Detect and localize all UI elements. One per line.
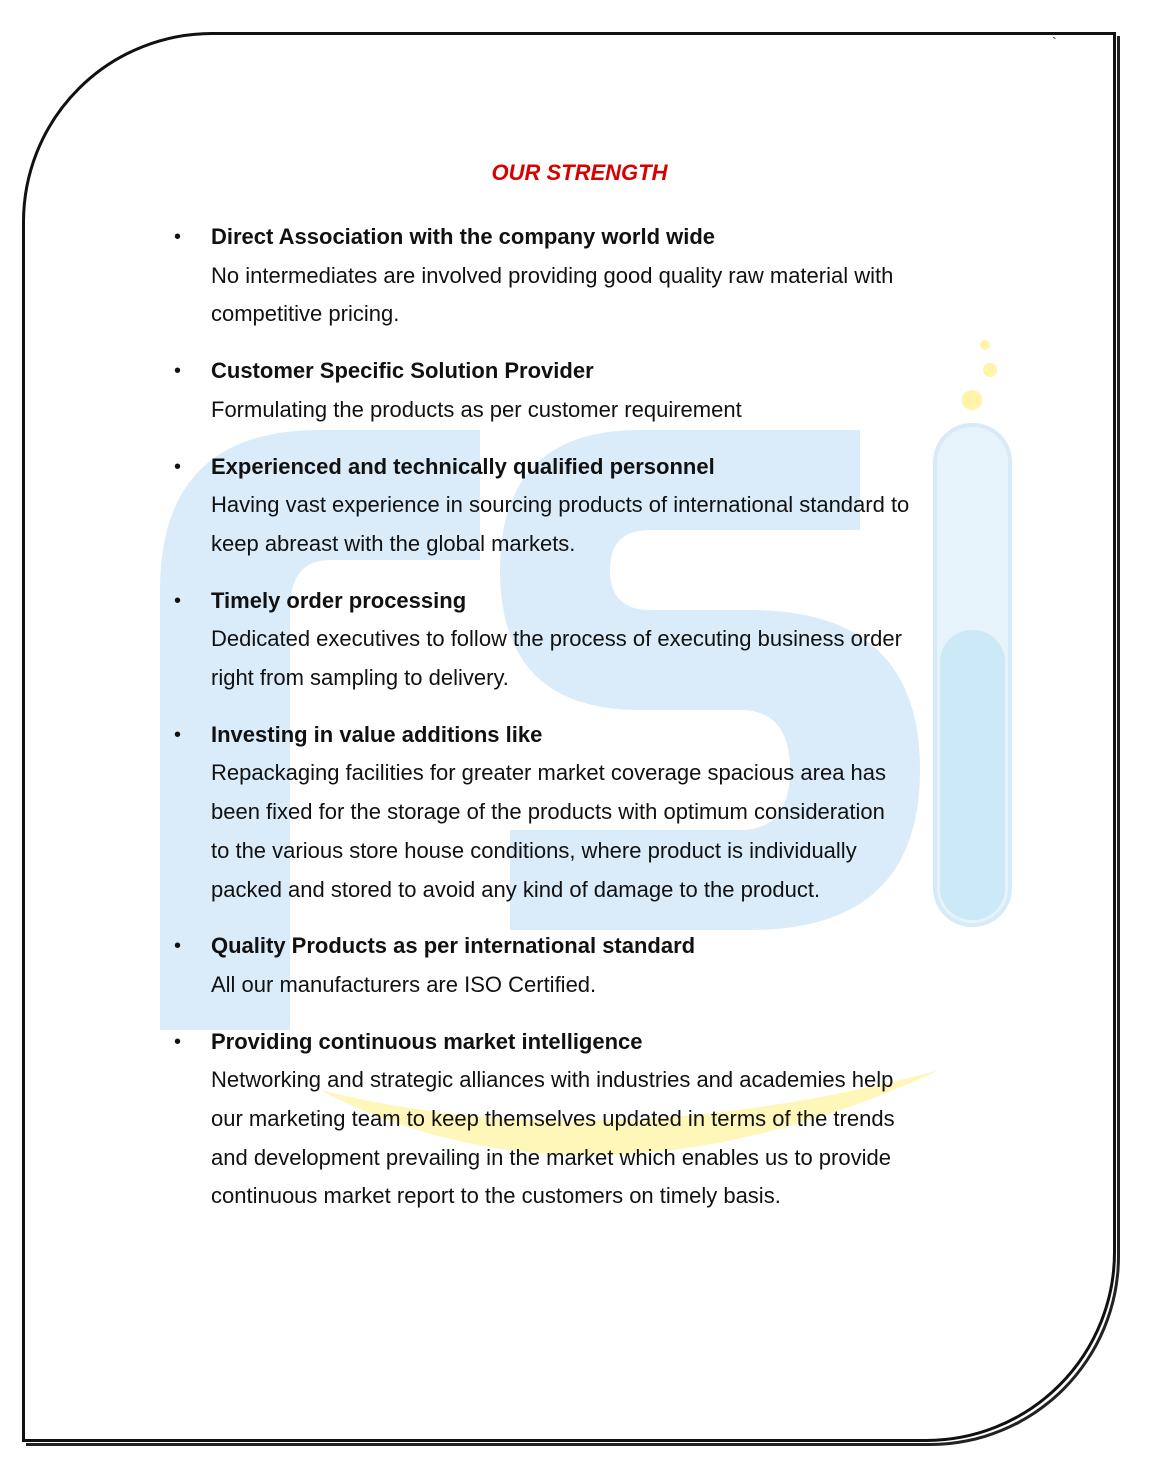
strength-description: Repackaging facilities for greater market coverage spacious area has been fixed for the storage of the products with optimum consideration to the various store house conditions, where product is individually packed and stored to avoid any kind of damage to the product. xyxy=(211,760,887,902)
bullet: • xyxy=(174,935,182,958)
strength-description: Formulating the products as per customer requirement xyxy=(211,396,742,422)
list-item xyxy=(170,448,1040,564)
bullet: • xyxy=(174,589,182,612)
strength-heading: Customer Specific Solution Provider xyxy=(211,358,594,384)
bullet: • xyxy=(174,360,182,383)
strength-description: Having vast experience in sourcing products of international standard to keep abreast with the global markets. xyxy=(211,492,910,556)
corner-mark: ` xyxy=(1052,34,1057,50)
strength-heading: Quality Products as per international standard xyxy=(211,933,696,959)
list-item xyxy=(170,218,1040,334)
list-item xyxy=(170,927,1040,1004)
strength-heading: Timely order processing xyxy=(211,587,467,613)
bullet: • xyxy=(174,723,182,746)
list-item xyxy=(170,1023,1040,1217)
list-item xyxy=(170,352,1040,429)
strength-description: All our manufacturers are ISO Certified. xyxy=(211,971,597,997)
list-item xyxy=(170,582,1040,698)
strength-heading: Investing in value additions like xyxy=(211,721,543,747)
page-title: OUR STRENGTH xyxy=(491,160,668,185)
strength-heading: Experienced and technically qualified personnel xyxy=(211,453,715,479)
list-item xyxy=(170,716,1040,910)
strength-description: Networking and strategic alliances with industries and academies help our marketing team to keep themselves updated in terms of the trends and development prevailing in the market which enables us to provide continuous market report to the customers on timely basis. xyxy=(211,1067,895,1209)
bullet: • xyxy=(174,1030,182,1053)
strength-description: No intermediates are involved providing good quality raw material with competitive pricing. xyxy=(211,262,894,327)
strengths-list xyxy=(170,218,1040,1234)
strength-heading: Providing continuous market intelligence xyxy=(211,1028,643,1054)
strength-description: Dedicated executives to follow the process of executing business order right from sampling to delivery. xyxy=(211,626,902,691)
bullet: • xyxy=(174,455,182,478)
strength-heading: Direct Association with the company world wide xyxy=(211,224,716,249)
bullet: • xyxy=(174,226,182,248)
